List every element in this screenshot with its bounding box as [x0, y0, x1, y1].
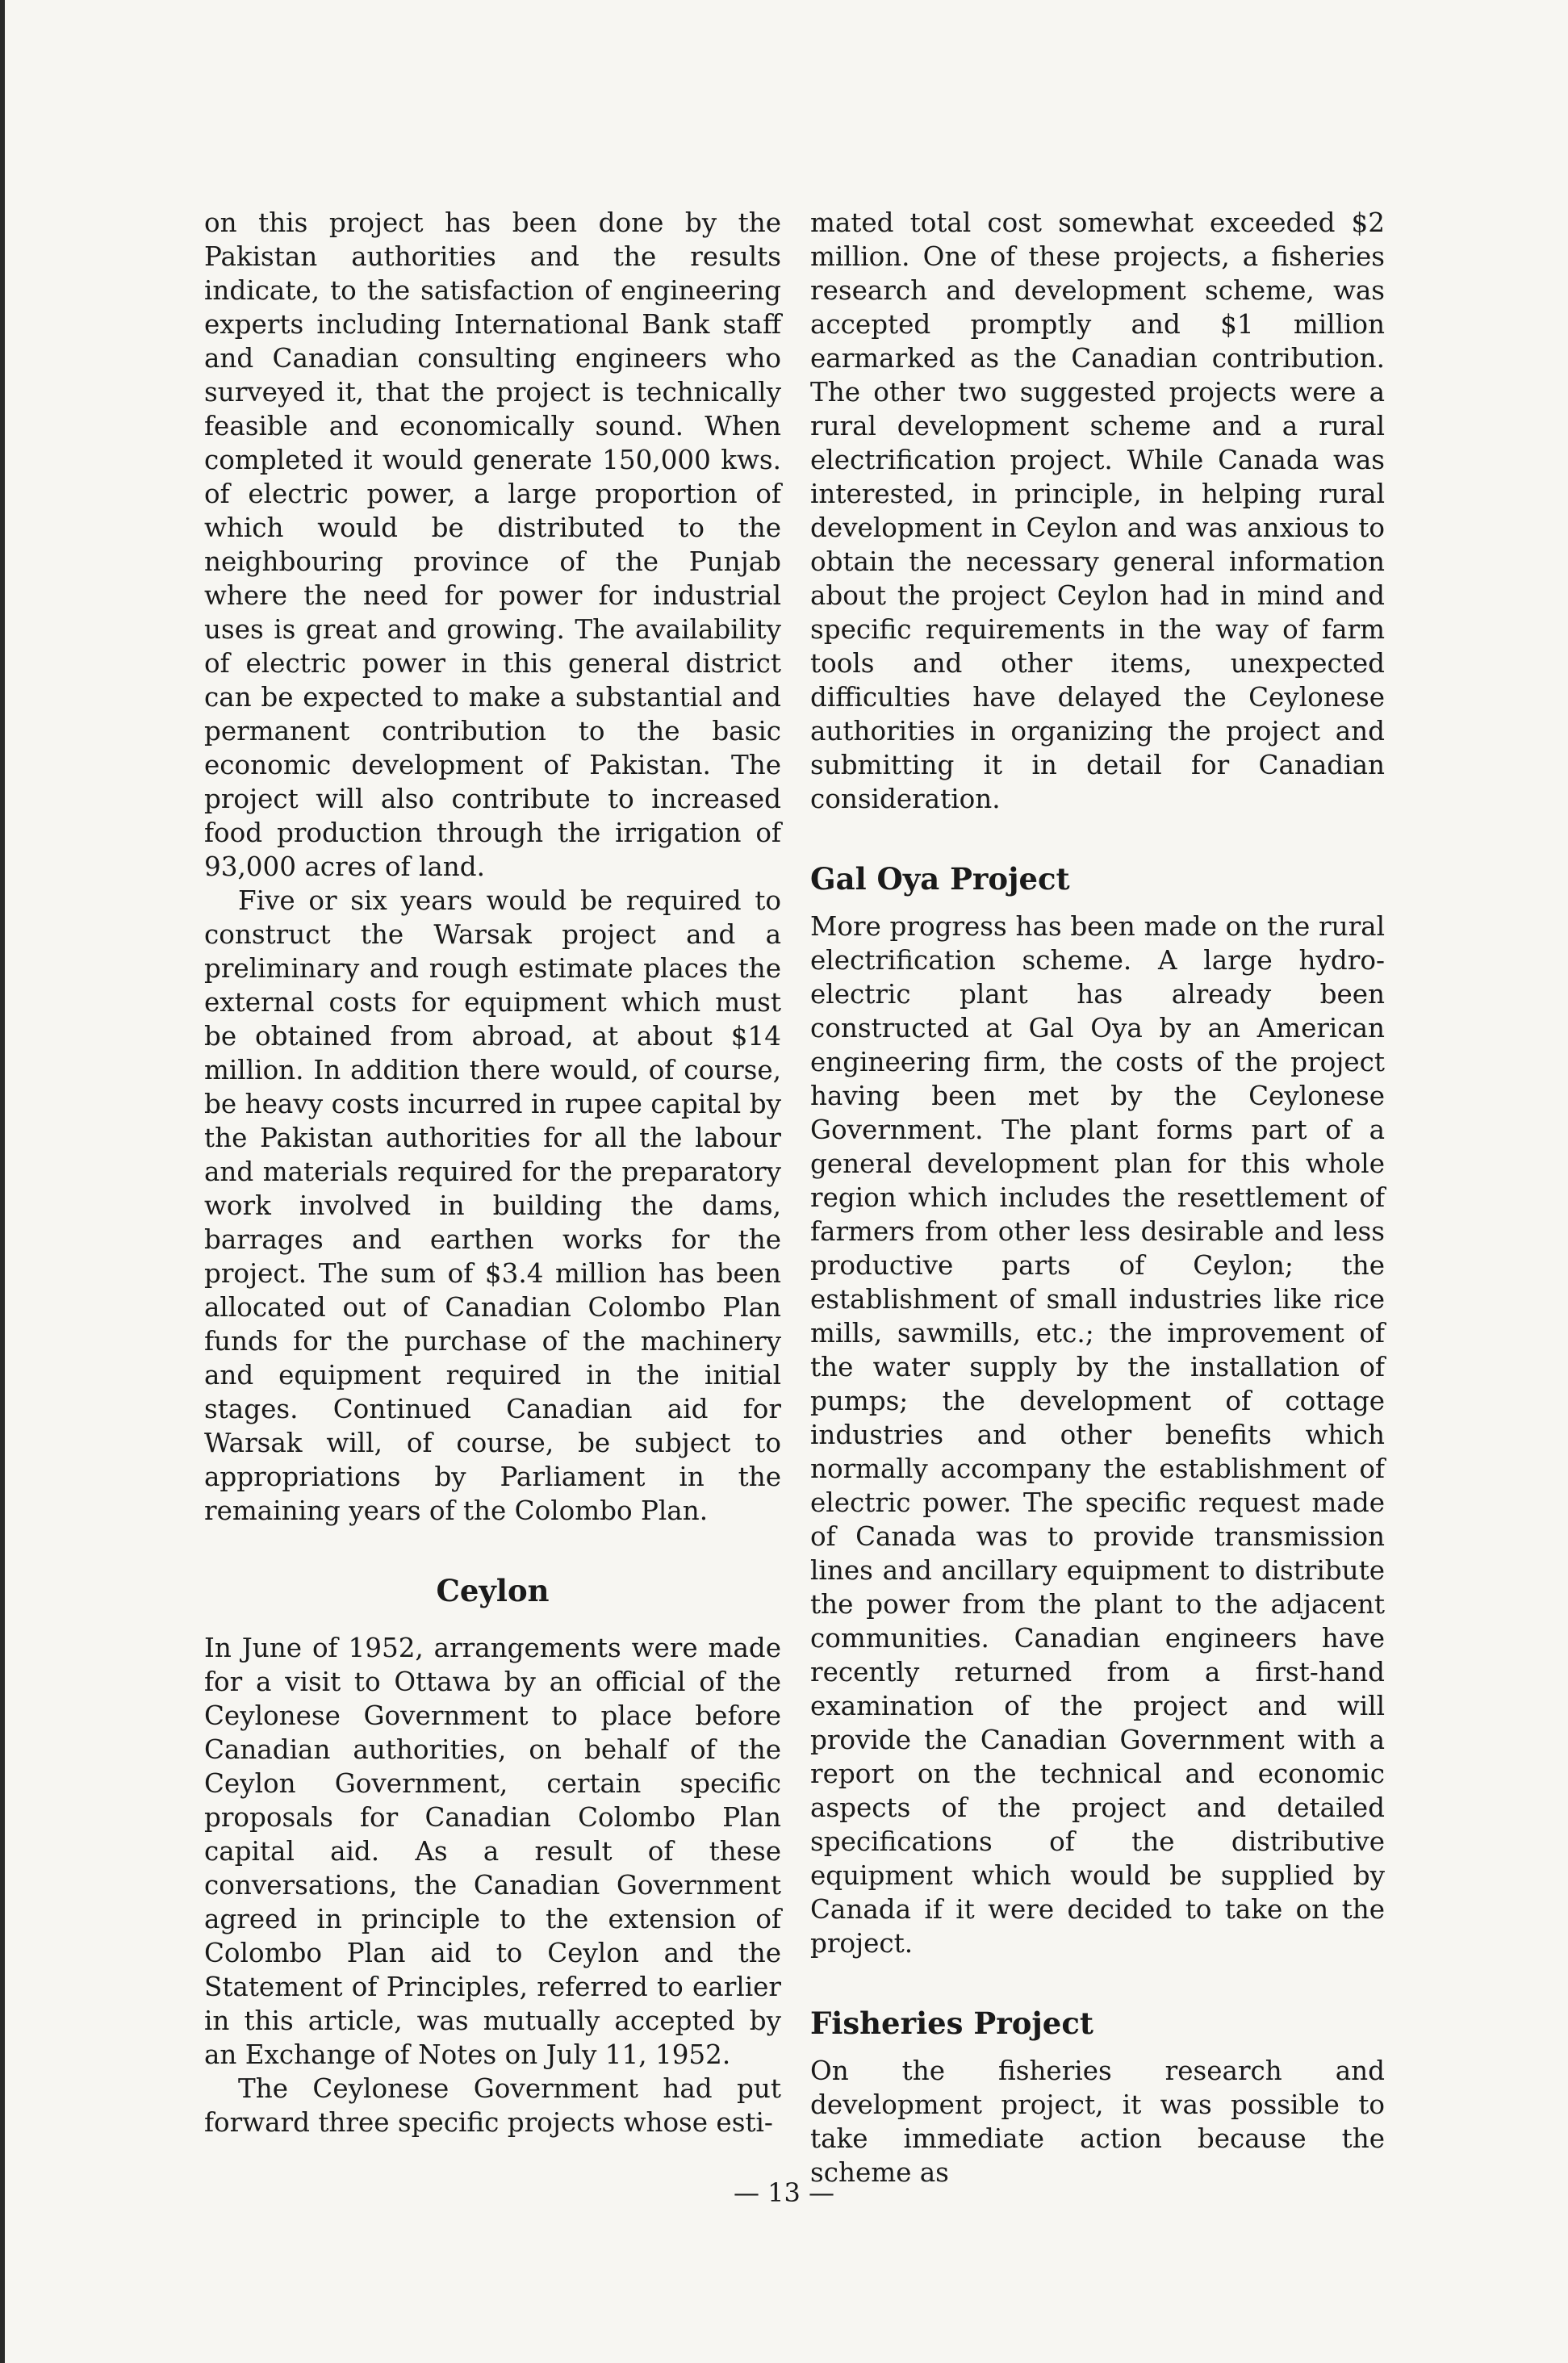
spacer	[810, 2043, 1385, 2054]
paragraph-gal-oya: More progress has been made on the rural electrification scheme. A large hydro-electric plant has already been constructed at Gal Oya by an American engineering firm, the costs of the project having been met by the Ceylonese Government. The plant forms part of a general development plan for this whole region which includes the resettlement of farmers from other less desirable and less productive parts of Ceylon; the establishment of small industries like rice mills, sawmills, etc.; the improvement of the water supply by the installation of pumps; the development of cottage industries and other benefits which normally accompany the establishment of electric power. The specific request made of Canada was to provide transmission lines and ancillary equipment to distribute the power from the plant to the adjacent communities. Canadian engineers have recently returned from a first-hand examination of the project and will provide the Canadian Government with a report on the technical and economic aspects of the project and detailed specifications of the distributive equipment which would be supplied by Canada if it were decided to take on the project.	[810, 911, 1385, 1959]
right-column	[810, 206, 1385, 2189]
spacer	[810, 1960, 1385, 2004]
paragraph-fisheries: On the fisheries research and development project, it was possible to take immediate action because the scheme as	[810, 2056, 1385, 2188]
paragraph-ceylon-continued: mated total cost somewhat exceeded $2 million. One of these projects, a fisheries research and development scheme, was accepted promptly and $1 million earmarked as the Canadian contribution. The other two suggested projects were a rural development scheme and a rural electrification project. While Canada was interested, in principle, in helping rural development in Ceylon and was anxious to obtain the necessary general information about the project Ceylon had in mind and specific requirements in the way of farm tools and other items, unexpected difficulties have delayed the Ceylonese authorities in organizing the project and submitting it in detail for Canadian consideration.	[810, 207, 1385, 814]
heading-ceylon: Ceylon	[436, 1573, 550, 1608]
page-binding-edge	[0, 0, 5, 2363]
paragraph-ceylon-projects: The Ceylonese Government had put forward three specific projects whose esti-	[204, 2073, 781, 2138]
paragraph-warsak-costs: Five or six years would be required to construct the Warsak project and a preliminary and rough estimate places the external costs for equipment which must be obtained from abroad, at about $14 million. In addition there would, of course, be heavy costs incurred in rupee capital by the Pakistan authorities for all the labour and materials required for the preparatory work involved in building the dams, barrages and earthen works for the project. The sum of $3.4 million has been allocated out of Canadian Colombo Plan funds for the purchase of the machinery and equipment required in the initial stages. Continued Canadian aid for Warsak will, of course, be subject to appropriations by Parliament in the remaining years of the Colombo Plan.	[204, 885, 781, 1526]
paragraph-warsak-intro: on this project has been done by the Pakistan authorities and the results indicate, to the satisfaction of engineering experts including International Bank staff and Canadian consulting engineers who surveyed it, that the project is technically feasible and economically sound. When completed it would generate 150,000 kws. of electric power, a large proportion of which would be distributed to the neighbouring province of the Punjab where the need for power for industrial uses is great and growing. The availability of electric power in this general district can be expected to make a substantial and permanent contribution to the basic economic development of Pakistan. The project will also contribute to increased food production through the irrigation of 93,000 acres of land.	[204, 207, 781, 882]
page-number: — 13 —	[733, 2177, 835, 2208]
paragraph-ceylon-visit: In June of 1952, arrangements were made for a visit to Ottawa by an official of the Ceylonese Government to place before Canadian authorities, on behalf of the Ceylon Government, certain specific proposals for Canadian Colombo Plan capital aid. As a result of these conversations, the Canadian Government agreed in principle to the extension of Colombo Plan aid to Ceylon and the Statement of Principles, referred to earlier in this article, was mutually accepted by an Exchange of Notes on July 11, 1952.	[204, 1633, 781, 2070]
spacer	[810, 816, 1385, 859]
heading-gal-oya: Gal Oya Project	[810, 861, 1070, 897]
spacer	[204, 1528, 781, 1571]
left-column	[204, 206, 781, 2139]
spacer	[810, 898, 1385, 910]
heading-fisheries: Fisheries Project	[810, 2005, 1093, 2041]
spacer	[204, 1610, 781, 1631]
